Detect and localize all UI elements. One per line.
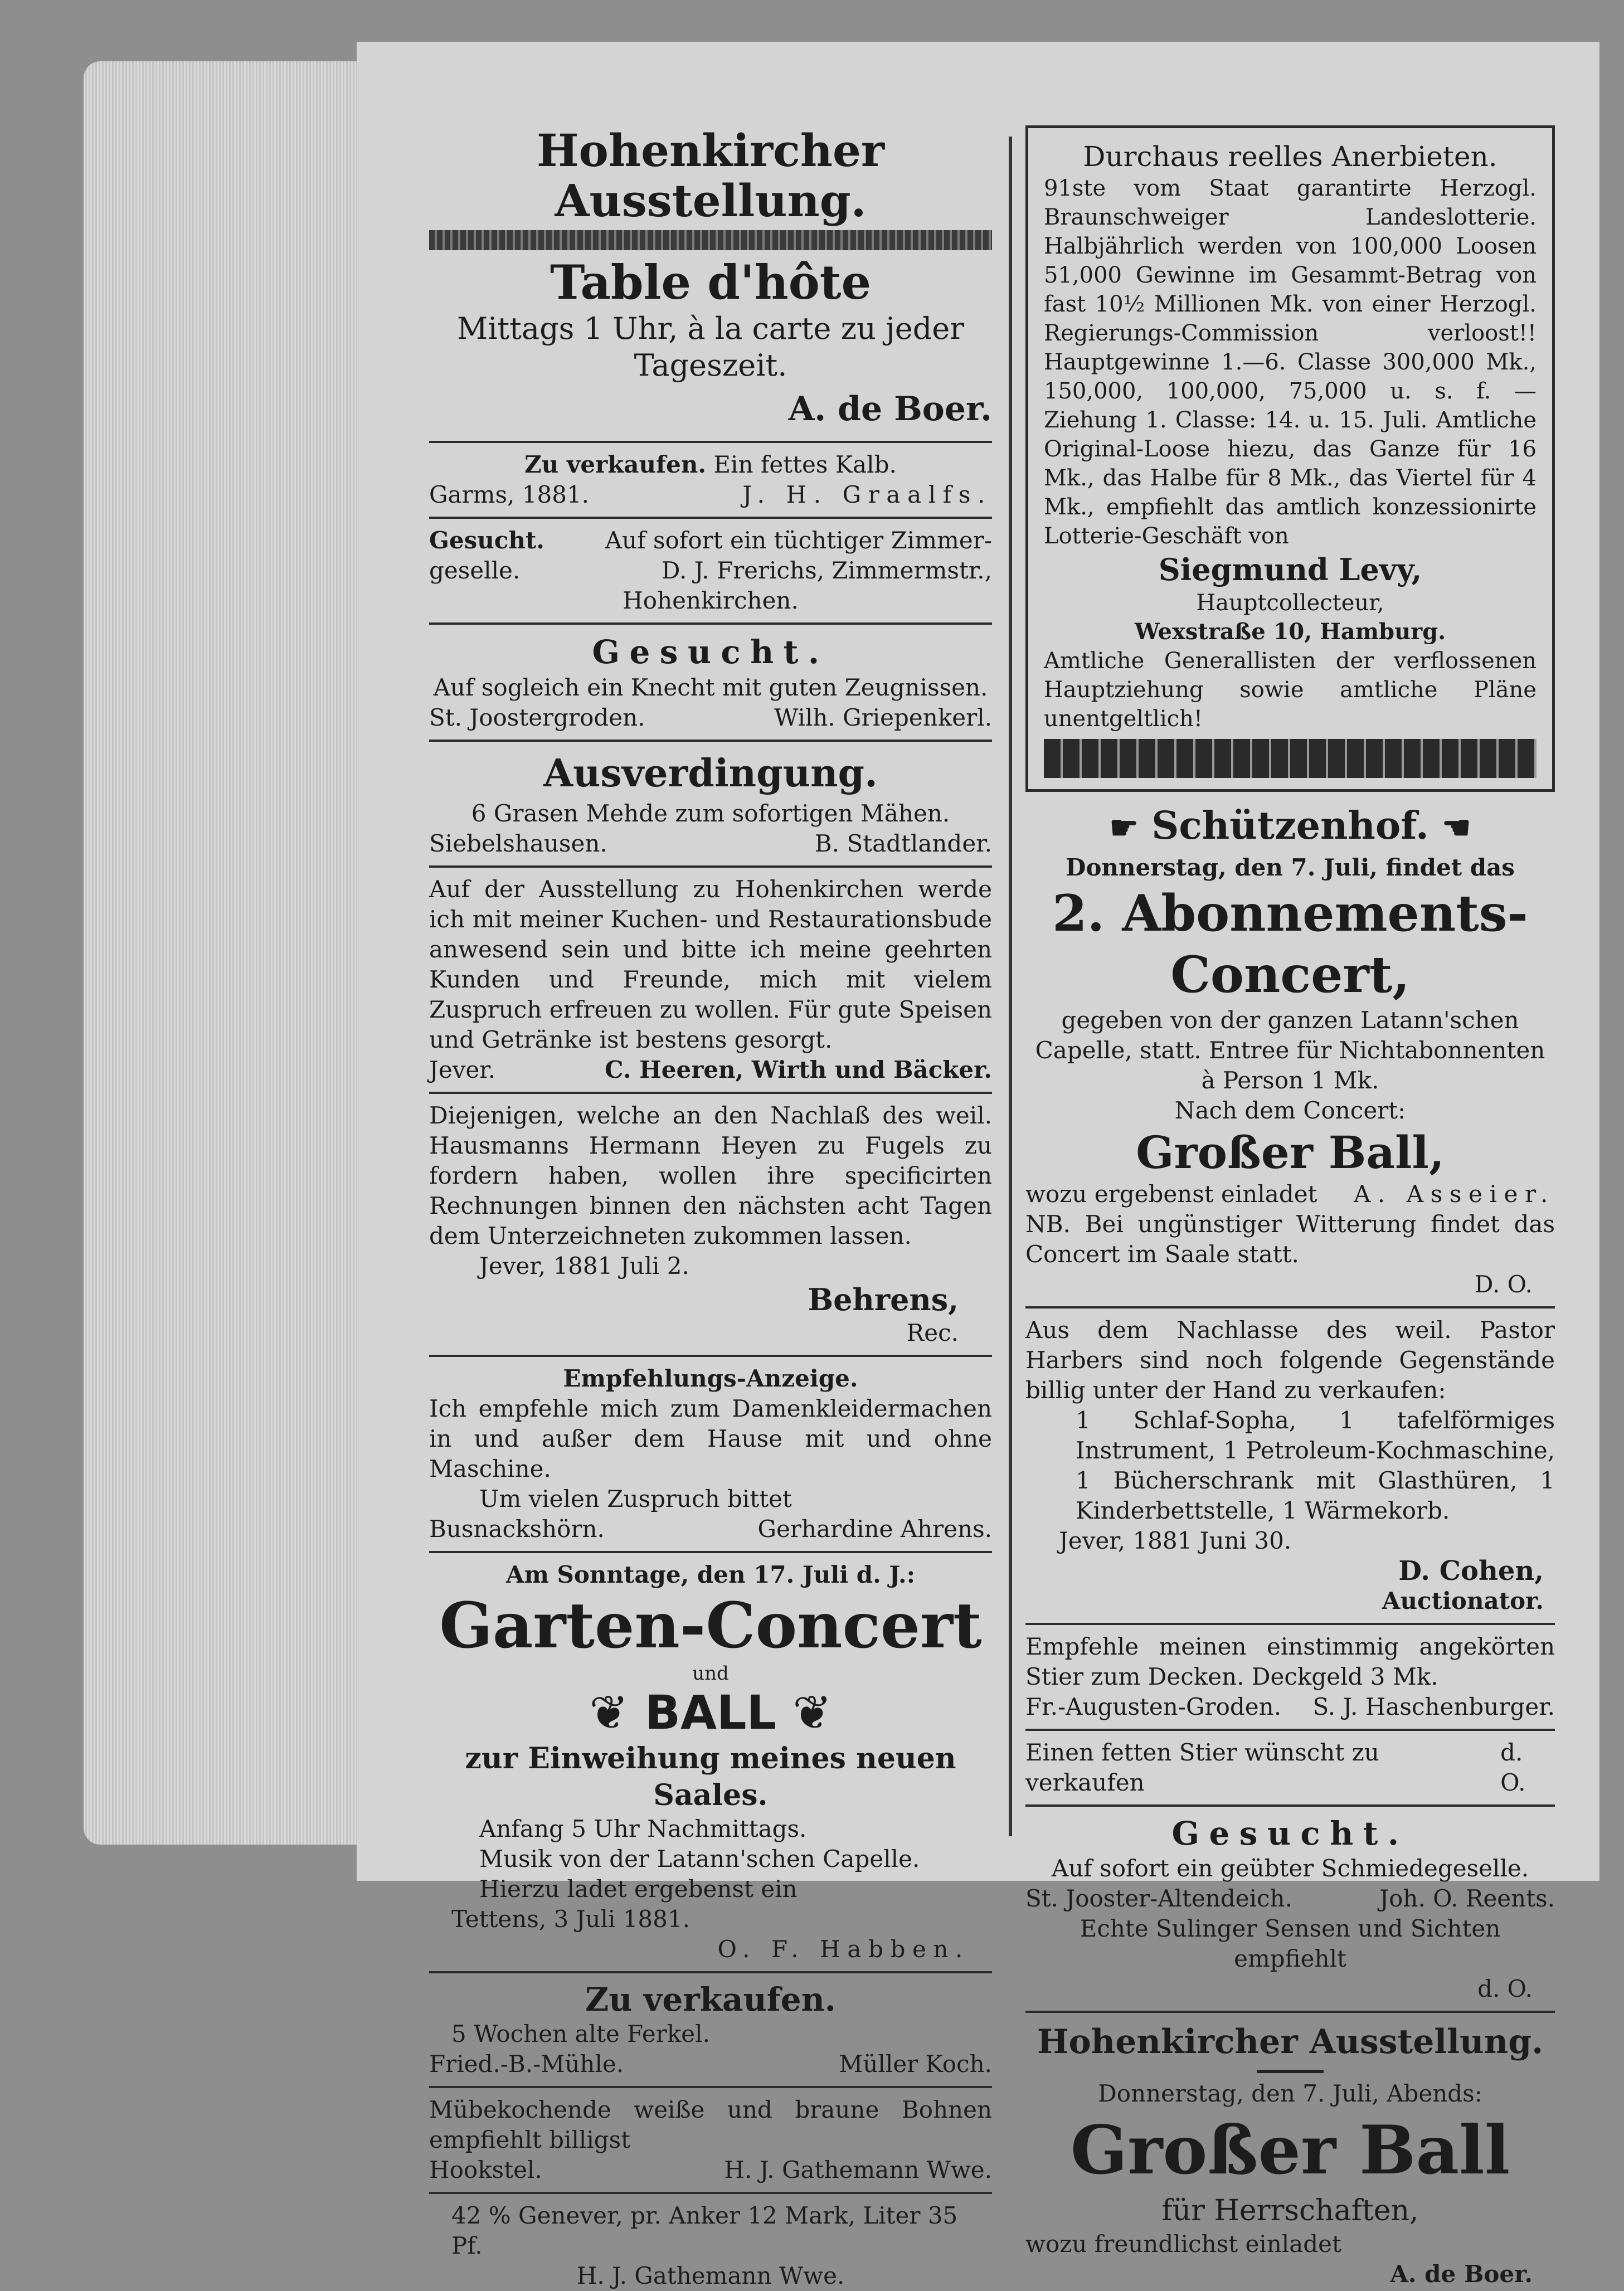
lottery-text: 91ste vom Staat garantirte Herzogl. Braunschweiger Landeslotterie. Halbjährlich werden von 100,000 Loosen 51,000 Gewinne im Gesammt-Betrag von fast 10½ Millionen Mk. von einer Herzogl. Regierungs-Commission verloost!! Hauptgewinne 1.—6. Classe 300,000 Mk., 150,000, 100,000, 75,000 u. s. f. — Ziehung 1. Classe: 14. u. 15. Juli. Amtliche Original-Loose hiezu, das Ganze für 16 Mk., das Halbe für 8 Mk., das Viertel für 4 Mk., empfiehlt das amtlich konzessionirte Lotterie-Geschäft von bbox=[1044, 176, 1537, 549]
ornament-bar bbox=[429, 230, 992, 250]
stier2-text: Einen fetten Stier wünscht zu verkaufen bbox=[1025, 1739, 1379, 1796]
divider bbox=[429, 1092, 992, 1094]
schuetzenhof-heading-row bbox=[1025, 801, 1555, 853]
ausstellung-sign: A. de Boer. bbox=[1390, 2260, 1533, 2288]
ad-garten-date: Am Sonntage, den 17. Juli d. J.: bbox=[505, 1561, 916, 1588]
ad-empfehlung-sign: Gerhardine Ahrens. bbox=[757, 1515, 992, 1543]
divider bbox=[429, 517, 992, 519]
column-divider bbox=[1009, 137, 1012, 1836]
pointing-hand-icon: ☚ bbox=[1442, 809, 1471, 847]
stier-sign: S. J. Haschenburger. bbox=[1312, 1693, 1555, 1720]
schuetzenhof-line1: Donnerstag, den 7. Juli, findet das bbox=[1066, 854, 1515, 881]
divider bbox=[429, 2086, 992, 2088]
divider bbox=[429, 740, 992, 742]
ad-schuetzenhof bbox=[1025, 801, 1555, 1300]
sensen-text: Echte Sulinger Sensen und Sichten empfiehlt bbox=[1080, 1915, 1501, 1972]
ad-heeren-text: Auf der Ausstellung zu Hohenkirchen werde ich mit meiner Kuchen- und Restaurationsbude anwesend sein und bitte ich meine geehrten Kunden und Freunde, mich mit vielem Zuspruch erfreuen zu wollen. Für gute Speisen und Getränke ist bestens gesorgt. bbox=[429, 875, 992, 1053]
divider bbox=[1025, 1623, 1555, 1625]
ad-garten-line4: Tettens, 3 Juli 1881. bbox=[451, 1905, 690, 1933]
ad-ferkel-sign: Müller Koch. bbox=[839, 2050, 992, 2078]
lottery-name: Siegmund Levy, bbox=[1158, 552, 1422, 587]
harbers-list: 1 Schlaf-Sopha, 1 tafelförmiges Instrument, 1 Petroleum-Kochmaschine, 1 Bücherschrank mit Glasthüren, 1 Kinderbettstelle, 1 Wärmekorb. bbox=[1076, 1407, 1555, 1524]
newspaper-page bbox=[357, 42, 1599, 2289]
ausstellung-line1: Donnerstag, den 7. Juli, Abends: bbox=[1098, 2080, 1482, 2107]
harbers-text: Aus dem Nachlasse des weil. Pastor Harbers sind noch folgende Gegenstände billig unter der Hand zu verkaufen: bbox=[1025, 1316, 1555, 1404]
ausstellung-line3: wozu freundlichst einladet bbox=[1025, 2230, 1341, 2258]
ad-schmied bbox=[1025, 1813, 1555, 2004]
ad-garten-ball bbox=[429, 1685, 992, 1740]
ad-knecht-text: Auf sogleich ein Knecht mit guten Zeugnissen. bbox=[433, 674, 988, 701]
ad-garten-line1: Anfang 5 Uhr Nachmittags. bbox=[479, 1815, 807, 1842]
table-dhote-title: Table d'hôte bbox=[550, 255, 872, 310]
ad-heeren bbox=[429, 874, 992, 1085]
ad-genever-text: 42 % Genever, pr. Anker 12 Mark, Liter 35 Pf. bbox=[451, 2202, 958, 2259]
schuetzenhof-line3: Nach dem Concert: bbox=[1174, 1097, 1406, 1124]
divider bbox=[429, 622, 992, 625]
ad-zimmer-lead: Gesucht. bbox=[429, 527, 544, 554]
book-page-edges bbox=[84, 61, 373, 1845]
ad-zimmer-text: Auf sofort ein tüchtiger Zimmer- bbox=[605, 527, 992, 554]
schuetzenhof-line4: wozu ergebenst einladet bbox=[1025, 1180, 1317, 1208]
schmied-sign: Joh. O. Reents. bbox=[1379, 1885, 1555, 1912]
ad-kalb bbox=[429, 450, 992, 510]
ad-nachlass-harbers bbox=[1025, 1315, 1555, 1616]
ad-kalb-text: Ein fettes Kalb. bbox=[713, 451, 897, 478]
ad-heeren-place: Jever. bbox=[429, 1056, 496, 1083]
ausstellung-ball: Großer Ball bbox=[1070, 2111, 1510, 2190]
ad-ferkel-place: Fried.-B.-Mühle. bbox=[429, 2050, 624, 2078]
schuetzenhof-title: 2. Abonnements-Concert, bbox=[1052, 884, 1528, 1004]
ad-garten-line3: Hierzu ladet ergebenst ein bbox=[479, 1875, 798, 1903]
ad-ausstellung-ball bbox=[1025, 2020, 1555, 2289]
ad-ferkel-text: 5 Wochen alte Ferkel. bbox=[451, 2020, 710, 2047]
pointing-hand-icon: ☛ bbox=[1109, 809, 1139, 847]
ad-kalb-sign: J. H. Graalfs. bbox=[742, 481, 992, 508]
divider bbox=[429, 441, 992, 443]
ausstellung-line2: für Herrschaften, bbox=[1161, 2194, 1419, 2227]
harbers-sign: D. Cohen, bbox=[1398, 1555, 1544, 1587]
schmied-place: St. Jooster-Altendeich. bbox=[1025, 1885, 1292, 1912]
divider bbox=[429, 1551, 992, 1553]
ad-bohnen-sign: H. J. Gathemann Wwe. bbox=[724, 2156, 992, 2183]
ornament-right-icon: ❦ bbox=[792, 1685, 832, 1740]
ad-kalb-lead: Zu verkaufen. bbox=[524, 451, 706, 478]
ad-bohnen bbox=[429, 2095, 992, 2185]
lottery-box bbox=[1025, 125, 1555, 792]
ad-empfehlung-place: Busnackshörn. bbox=[429, 1515, 605, 1543]
lottery-role: Hauptcollecteur, bbox=[1196, 590, 1384, 616]
ad-genever-sign: H. J. Gathemann Wwe. bbox=[576, 2262, 845, 2289]
ad-zimmergeselle bbox=[429, 526, 992, 616]
ad-heyen-sign-role: Rec. bbox=[906, 1319, 959, 1346]
schuetzenhof-heading: Schützenhof. bbox=[1151, 804, 1429, 848]
ad-ferkel bbox=[429, 1980, 992, 2079]
ad-garten-sub: zur Einweihung meines neuen Saales. bbox=[465, 1742, 956, 1812]
schuetzenhof-nb: NB. Bei ungünstiger Witterung findet das Concert im Saale statt. bbox=[1025, 1210, 1555, 1268]
ad-knecht-heading: Gesucht. bbox=[592, 633, 829, 671]
stier2-sign: d. O. bbox=[1500, 1739, 1526, 1796]
ad-ausverdingung-heading: Ausverdingung. bbox=[543, 751, 878, 796]
schuetzenhof-sign: A. Asseier. bbox=[1353, 1180, 1555, 1208]
ausstellung-heading: Hohenkircher Ausstellung. bbox=[1037, 2022, 1544, 2061]
ad-knecht bbox=[429, 631, 992, 733]
ornament-left-icon: ❦ bbox=[589, 1685, 629, 1740]
ad-knecht-sign: Wilh. Griepenkerl. bbox=[774, 704, 992, 731]
table-dhote-text: Mittags 1 Uhr, à la carte zu jeder Tageszeit. bbox=[456, 311, 965, 383]
ad-heeren-sign: C. Heeren, Wirth und Bäcker. bbox=[605, 1056, 992, 1083]
ad-kalb-place: Garms, 1881. bbox=[429, 481, 589, 508]
ad-garten-line2: Musik von der Latann'schen Capelle. bbox=[479, 1845, 920, 1872]
table-dhote-sign: A. de Boer. bbox=[788, 390, 992, 429]
divider bbox=[1025, 1729, 1555, 1731]
checker-border bbox=[1044, 739, 1537, 778]
ad-zimmer-text2: geselle. bbox=[429, 557, 521, 584]
lottery-address: Wexstraße 10, Hamburg. bbox=[1134, 619, 1446, 645]
ad-bohnen-text: Mübekochende weiße und braune Bohnen empfiehlt billigst bbox=[429, 2096, 992, 2153]
sensen-sign: d. O. bbox=[1477, 1975, 1533, 2002]
lottery-footer: Amtliche Generallisten der verflossenen Hauptziehung sowie amtliche Pläne unentgeltlich! bbox=[1044, 648, 1537, 732]
ad-ausverdingung-sign: B. Stadtlander. bbox=[814, 830, 992, 857]
divider bbox=[1025, 2011, 1555, 2013]
schuetzenhof-ball: Großer Ball, bbox=[1136, 1126, 1445, 1179]
left-column bbox=[429, 125, 992, 2291]
divider bbox=[1025, 1804, 1555, 1807]
ad-heyen-text: Diejenigen, welche an den Nachlaß des weil. Hausmanns Hermann Heyen zu Fugels zu fordern haben, wollen ihre specificirten Rechnungen binnen den nächsten acht Tagen dem Unterzeichneten zukommen lassen. bbox=[429, 1102, 992, 1249]
divider bbox=[429, 1355, 992, 1357]
ad-zimmer-place: Hohenkirchen. bbox=[623, 587, 799, 614]
ad-stier bbox=[1025, 1632, 1555, 1722]
schuetzenhof-line2: gegeben von der ganzen Latann'schen Capelle, statt. Entree für Nichtabonnenten à Person 1 Mk. bbox=[1035, 1006, 1545, 1094]
ad-empfehlung-text2: Um vielen Zuspruch bittet bbox=[479, 1485, 792, 1512]
schuetzenhof-do: D. O. bbox=[1474, 1271, 1533, 1298]
short-rule bbox=[1257, 2070, 1324, 2073]
stier-place: Fr.-Augusten-Groden. bbox=[1025, 1693, 1282, 1720]
ad-genever bbox=[429, 2201, 992, 2291]
lottery-heading: Durchaus reelles Anerbieten. bbox=[1083, 140, 1497, 173]
ad-empfehlung-text: Ich empfehle mich zum Damenkleidermachen in und außer dem Hause mit und ohne Maschine. bbox=[429, 1395, 992, 1482]
ad-ausverdingung bbox=[429, 748, 992, 859]
ad-nachlass-heyen bbox=[429, 1101, 992, 1348]
ad-empfehlung-heading: Empfehlungs-Anzeige. bbox=[563, 1365, 858, 1392]
divider bbox=[1025, 1306, 1555, 1309]
ad-ausverdingung-text: 6 Grasen Mehde zum sofortigen Mähen. bbox=[471, 800, 950, 827]
ad-heyen-date: Jever, 1881 Juli 2. bbox=[479, 1252, 689, 1280]
ad-ferkel-heading: Zu verkaufen. bbox=[585, 1981, 836, 2018]
heading-ausstellung: Hohenkircher Ausstellung. bbox=[536, 124, 885, 227]
stier-text: Empfehle meinen einstimmig angekörten Stier zum Decken. Deckgeld 3 Mk. bbox=[1025, 1633, 1555, 1690]
ad-bohnen-place: Hookstel. bbox=[429, 2156, 542, 2183]
ad-stier-verkauf bbox=[1025, 1738, 1555, 1798]
ad-garten-ball-text: BALL bbox=[644, 1685, 777, 1740]
harbers-sign-role: Auctionator. bbox=[1382, 1587, 1544, 1614]
ad-knecht-place: St. Joostergroden. bbox=[429, 704, 645, 731]
ad-empfehlung bbox=[429, 1364, 992, 1544]
divider bbox=[429, 2192, 992, 2194]
schmied-heading: Gesucht. bbox=[1171, 1815, 1409, 1852]
ad-heyen-sign: Behrens, bbox=[808, 1282, 959, 1317]
divider bbox=[429, 865, 992, 868]
ad-garten-sign: O. F. Habben. bbox=[717, 1935, 970, 1963]
ad-ausverdingung-place: Siebelshausen. bbox=[429, 830, 607, 857]
harbers-date: Jever, 1881 Juni 30. bbox=[1059, 1527, 1292, 1554]
ad-garten-concert bbox=[429, 1560, 992, 1964]
right-column bbox=[1025, 125, 1555, 2289]
schmied-text: Auf sofort ein geübter Schmiedegeselle. bbox=[1051, 1855, 1529, 1882]
divider bbox=[429, 1971, 992, 1973]
ad-zimmer-sign: D. J. Frerichs, Zimmermstr., bbox=[661, 557, 992, 584]
ad-garten-und: und bbox=[692, 1662, 729, 1685]
ad-garten-title: Garten-Concert bbox=[439, 1589, 982, 1662]
